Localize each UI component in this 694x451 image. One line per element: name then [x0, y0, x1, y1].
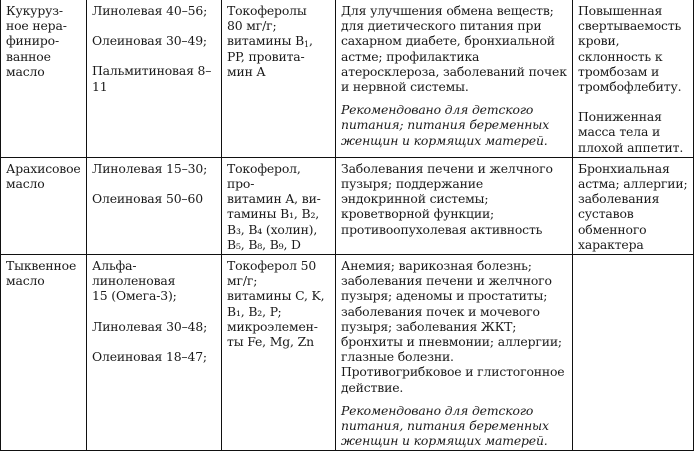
oil-name-line: ное нера- [6, 18, 67, 34]
vitamins-line: тамины B₁, B₂, [227, 206, 320, 222]
vitamins-text: витамины B [227, 33, 305, 49]
fatty-acid: Линолевая 40–56; [92, 3, 208, 18]
oil-name-cell [1, 157, 87, 254]
indications-cell [336, 0, 573, 157]
vitamins-cell [222, 0, 336, 157]
vitamins-line: витамин A, ви- [227, 191, 321, 207]
fatty-acid: Линолевая 30–48; [92, 318, 208, 334]
vitamins-line: 80 мг/г; [227, 18, 277, 34]
vitamins-cell [222, 157, 336, 254]
vitamins-line: B₅, B₈, B₉, D [227, 236, 301, 252]
contraindications-cell [573, 255, 694, 451]
oil-name: Арахисовое масло [6, 160, 81, 192]
vitamins-line: ты Fe, Mg, Zn [227, 334, 314, 350]
table-row-peanut-oil [1, 157, 694, 254]
vitamins-text: , [309, 33, 313, 49]
recommendation-text: Рекомендовано для детского питания, питания беременных женщин и кормящих матерей. [341, 402, 549, 449]
table-row-corn-oil [1, 0, 694, 157]
oil-name-line: Кукуруз- [6, 3, 63, 18]
indications-text: Заболевания печени и желчного пузыря; поддержание эндокринной системы; кроветворной функции; противоопухолевая активность [341, 160, 553, 237]
oil-name-cell [1, 255, 87, 451]
oil-name-line: ванное [6, 48, 51, 64]
vitamins-line: Токоферолы [227, 3, 307, 18]
contraindications-cell [573, 157, 694, 254]
oil-name-line: финиро- [6, 33, 60, 49]
fatty-acids-cell [87, 255, 222, 451]
vitamins-cell [222, 255, 336, 451]
vitamins-line: PP, провита- [227, 48, 305, 64]
oil-name-line: масло [6, 63, 45, 79]
fatty-acid: Олеиновая 30–49; [92, 33, 207, 49]
indications-cell [336, 255, 573, 451]
fatty-acid: Олеиновая 18–47; [92, 348, 207, 364]
fatty-acid: Олеиновая 50–60 [92, 191, 203, 207]
indications-text: Анемия; варикозная болезнь; заболевания печени и желчного пузыря; аденомы и простатиты; заболевания почек и мочевого пузыря; заболевания ЖКТ; бронхиты и пневмонии; аллергии; глазные болезни. Противогрибковое и глистогонное действие. [341, 258, 565, 395]
contraindication-text: Пониженная масса тела и плохой аппетит. [578, 109, 684, 155]
vitamins-line: витамины C, K, [227, 288, 325, 304]
recommendation-text: Рекомендовано для детского питания; питания беременных женщин и кормящих матерей. [341, 102, 550, 148]
vitamins-line: Токоферол 50 [227, 258, 317, 274]
vitamins-line: мг/г; [227, 273, 258, 289]
fatty-acids-cell [87, 0, 222, 157]
oil-name: Тыквенное масло [6, 258, 77, 289]
vitamins-line: B₃, B₄ (холин), [227, 221, 318, 237]
vitamins-line: Токоферол, про- [227, 160, 301, 192]
vitamins-line [227, 33, 330, 48]
fatty-acid: Пальмитиновая 8–11 [92, 63, 212, 94]
indications-text: Для улучшения обмена веществ; для диетического питания при сахарном диабете, бронхиальной астме; профилактика атеросклероза, заболеваний почек и нервной системы. [341, 3, 567, 95]
contraindication-text: Повышенная свертываемость крови, склонность к тромбозам и тромбофлебиту. [578, 3, 682, 95]
contraindications-cell [573, 0, 694, 157]
oil-name-cell [1, 0, 87, 157]
vitamins-line: B₁, B₂, P; [227, 303, 282, 319]
vitamins-line: микроэлемен- [227, 318, 318, 334]
contraindication-text: Бронхиальная астма; аллергии; заболевания суставов обменного характера [578, 160, 688, 252]
table-row-pumpkin-oil [1, 255, 694, 451]
fatty-acids-cell [87, 157, 222, 254]
vitamin-subscript: 1 [304, 40, 309, 50]
vitamins-line: мин A [227, 63, 266, 79]
fatty-acid: Альфа-линоленовая 15 (Омега-3); [92, 258, 177, 304]
indications-cell [336, 157, 573, 254]
fatty-acid: Линолевая 15–30; [92, 160, 208, 176]
